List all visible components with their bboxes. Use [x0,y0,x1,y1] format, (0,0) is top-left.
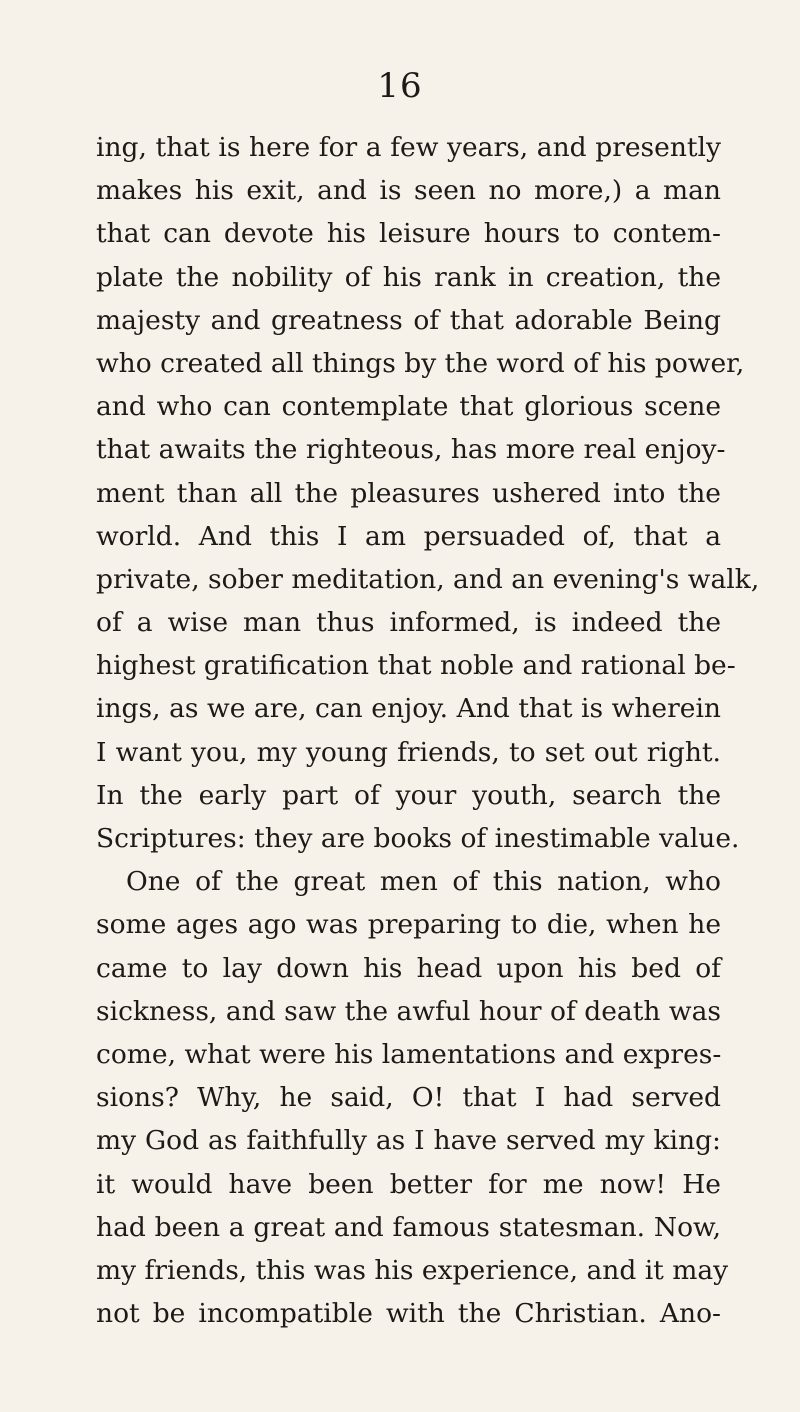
text-line: plate the nobility of his rank in creation, the [96,261,721,293]
text-line: ing, that is here for a few years, and presently [96,132,721,163]
text-line: some ages ago was preparing to die, when he [96,909,721,941]
text-line: world. And this I am persuaded of, that a [96,520,721,552]
page-number: 16 [377,66,423,106]
text-line: had been a great and famous statesman. Now, [96,1211,721,1243]
text-line: private, sober meditation, and an evening's walk, [96,563,760,595]
body-text [96,126,760,1335]
text-line: who created all things by the word of his power, [96,347,745,379]
text-line: I want you, my young friends, to set out right. [96,736,721,768]
text-line: majesty and greatness of that adorable Being [96,304,721,336]
text-line: came to lay down his head upon his bed of [96,952,721,984]
text-line: come, what were his lamentations and expres- [96,1038,722,1070]
text-line: my God as faithfully as I have served my king: [96,1125,721,1157]
text-line: ings, as we are, can enjoy. And that is wherein [96,693,721,725]
text-line: that can devote his leisure hours to contem- [96,218,721,250]
text-line: highest gratification that noble and rational be- [96,650,736,682]
text-line-paragraph-start: One of the great men of this nation, who [126,866,721,898]
text-line: Scriptures: they are books of inestimable value. [96,823,740,854]
text-line: sions? Why, he said, O! that I had served [96,1082,721,1114]
text-line: of a wise man thus informed, is indeed the [96,607,721,639]
text-line: In the early part of your youth, search the [96,779,721,811]
text-line: my friends, this was his experience, and it may [96,1254,729,1286]
text-line: not be incompatible with the Christian. Ano- [96,1298,721,1330]
text-line: that awaits the righteous, has more real enjoy- [96,434,726,466]
text-line: and who can contemplate that glorious scene [96,391,721,423]
text-line: it would have been better for me now! He [96,1168,721,1200]
text-line: ment than all the pleasures ushered into the [96,477,721,509]
text-line: makes his exit, and is seen no more,) a man [96,175,721,207]
text-line: sickness, and saw the awful hour of death was [96,995,721,1027]
